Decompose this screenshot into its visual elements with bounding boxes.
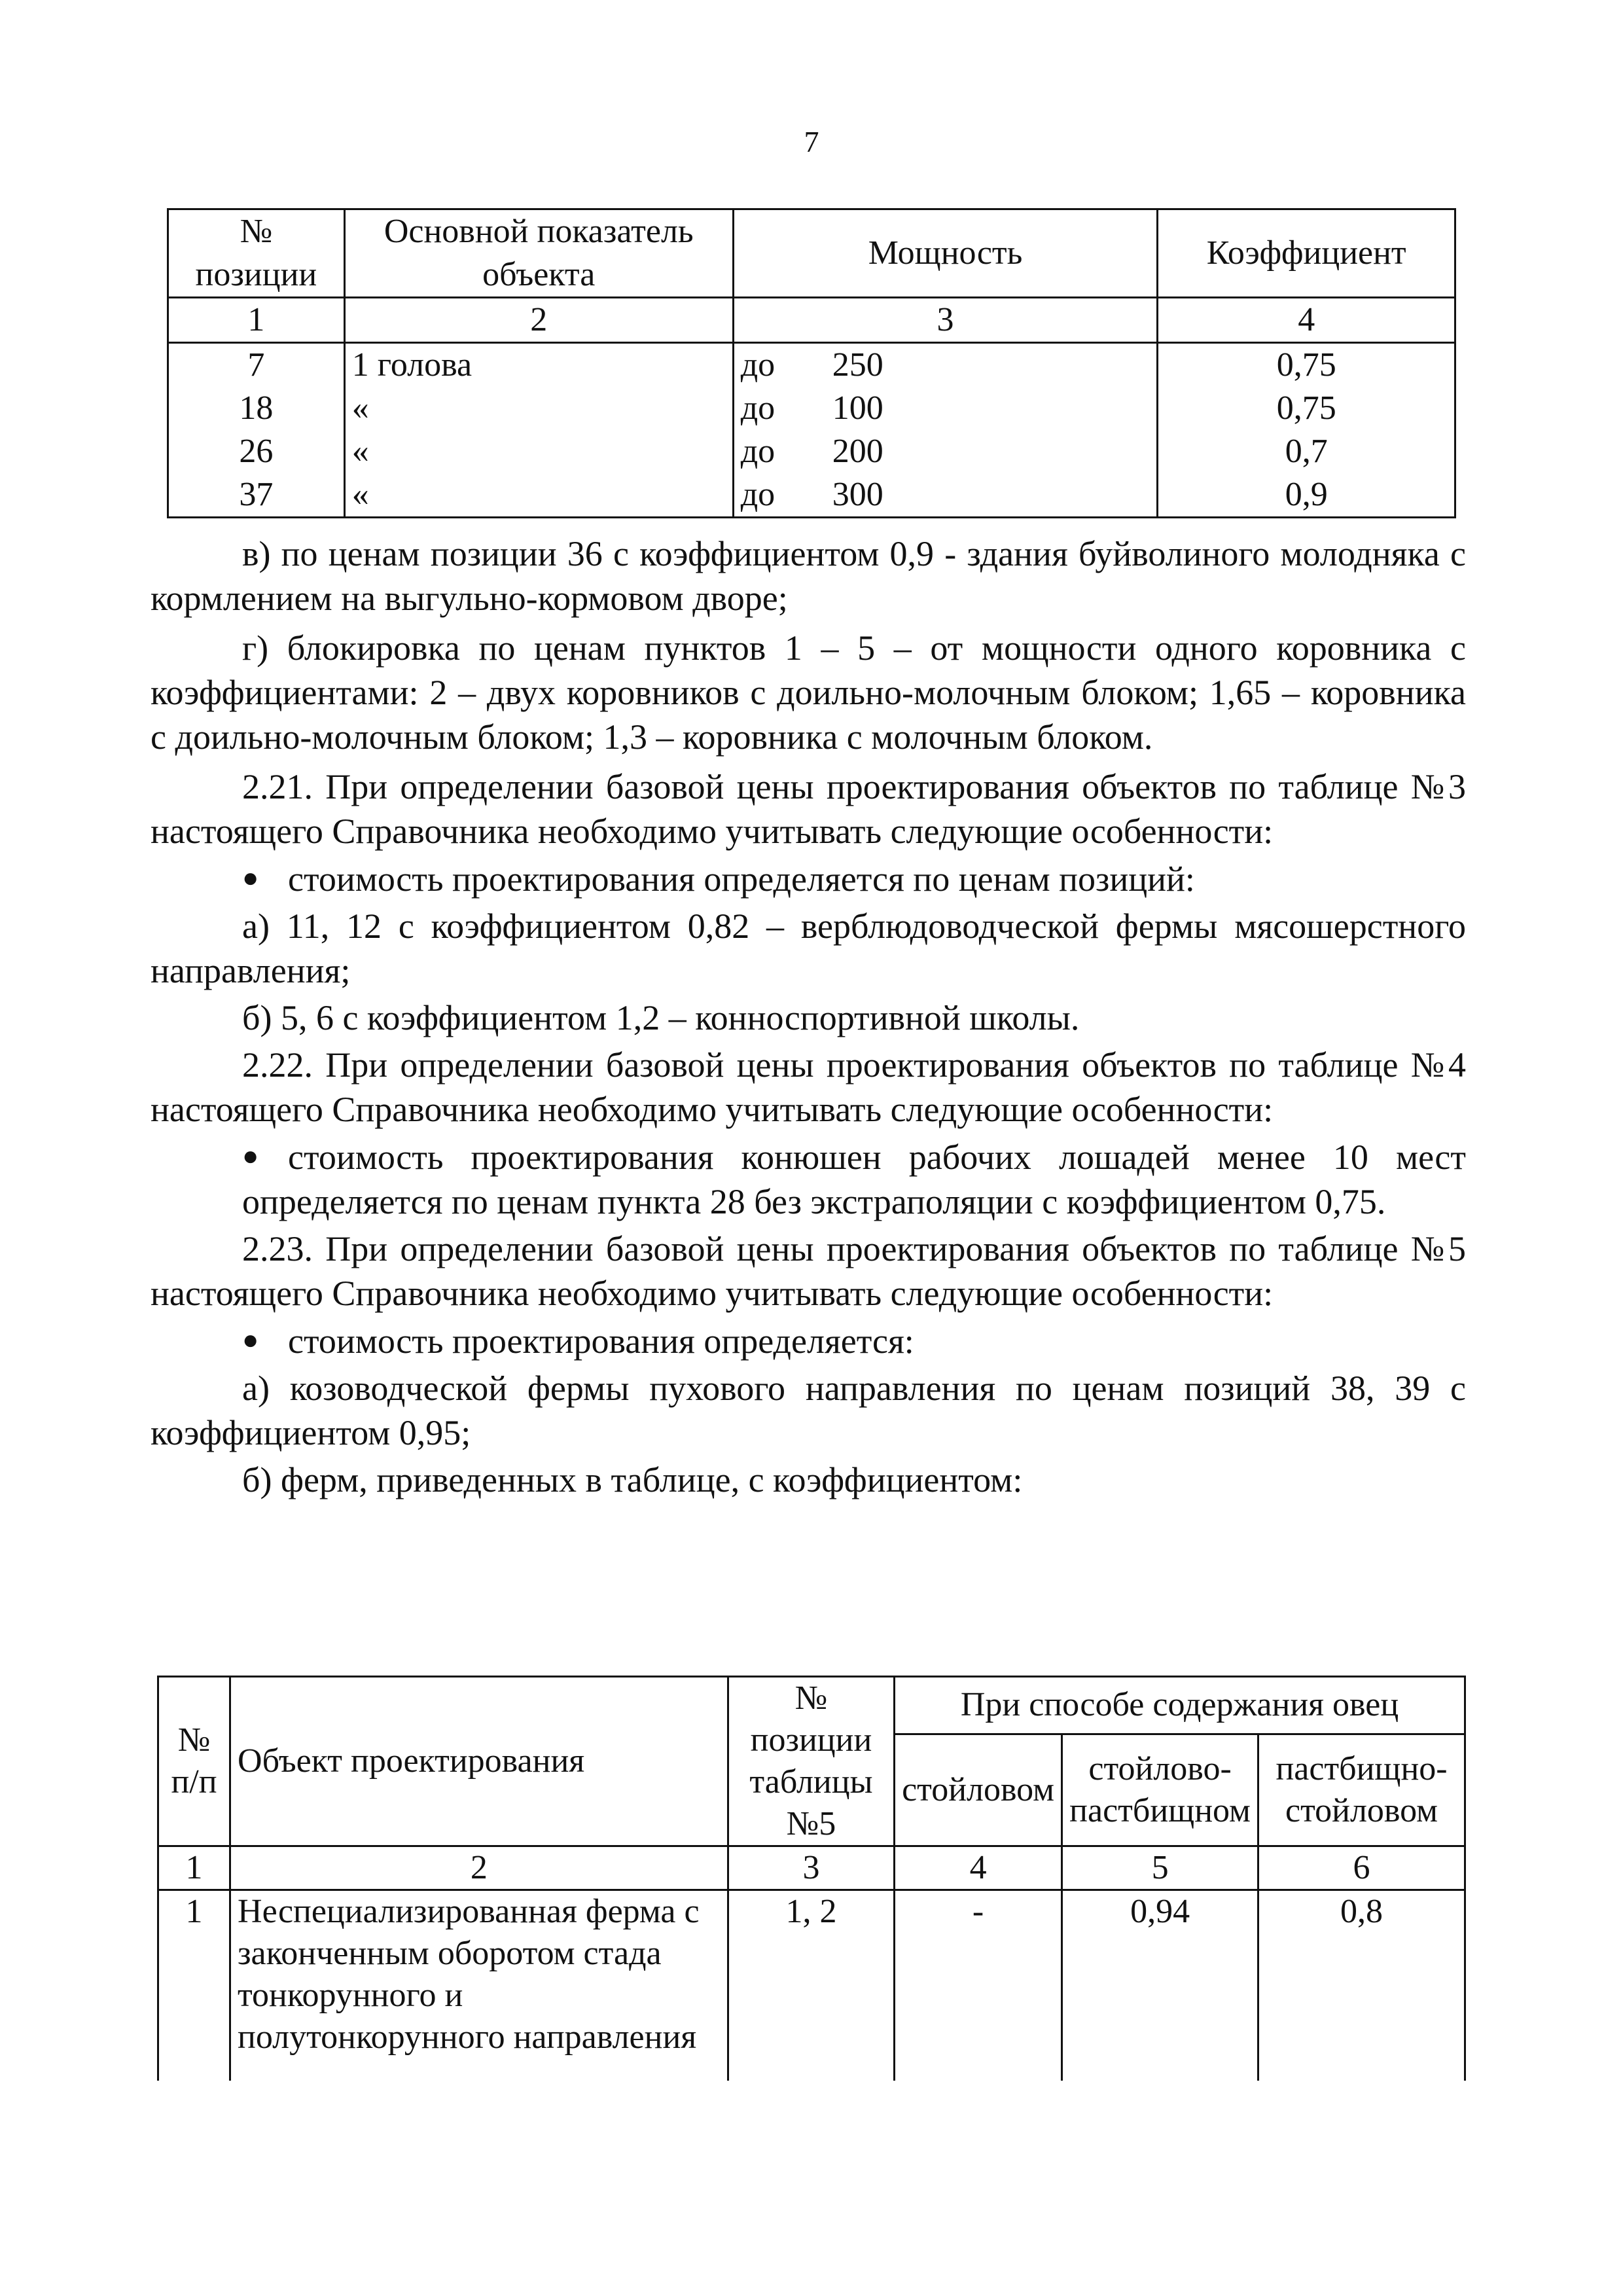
item-b-2-21: б) 5, 6 с коэффициентом 1,2 – конноспортивной школы.: [242, 998, 1080, 1037]
bullet-2-23: [151, 1318, 1466, 1363]
bullet-icon: ●: [242, 1325, 259, 1355]
t2-index-cell: 1: [158, 1846, 230, 1890]
bullet-2-21: [151, 856, 1466, 901]
t1-position: 26: [168, 430, 345, 473]
t1-header-position: № позиции: [168, 209, 345, 298]
t1-capacity: [733, 343, 1158, 387]
t2-position: 1, 2: [728, 1890, 894, 2081]
t2-header-object: Объект проектирования: [230, 1677, 728, 1846]
t1-capacity-prefix: до: [740, 346, 776, 384]
t1-header-capacity: Мощность: [733, 209, 1158, 298]
t1-indicator: «: [344, 430, 733, 473]
bullet-icon: ●: [242, 1141, 259, 1172]
t1-coefficient: 0,75: [1158, 343, 1455, 387]
t2-header-number: № п/п: [158, 1677, 230, 1846]
table-row: [168, 473, 1455, 518]
t2-stall: -: [895, 1890, 1062, 2081]
t2-header-stall-pasture: стойлово-пастбищном: [1062, 1734, 1258, 1846]
item-b-2-23: б) ферм, приведенных в таблице, с коэффициентом:: [242, 1460, 1023, 1499]
t2-index-cell: 5: [1062, 1846, 1258, 1890]
paragraph-v: в) по ценам позиции 36 с коэффициентом 0,9 - здания буйволиного молодняка с кормлением на выгульно-кормовом дворе;: [151, 534, 1466, 618]
t2-index-cell: 3: [728, 1846, 894, 1890]
t1-coefficient: 0,75: [1158, 387, 1455, 430]
page-number: 7: [804, 125, 819, 158]
t2-object: Неспециализированная ферма с законченным оборотом стада тонкорунного и полутонкорунного направления: [230, 1890, 728, 2081]
paragraph-2-22: 2.22. При определении базовой цены проектирования объектов по таблице №4 настоящего Справочника необходимо учитывать следующие особенности:: [151, 1045, 1466, 1129]
t1-position: 18: [168, 387, 345, 430]
coefficient-table-1: [167, 208, 1456, 518]
t1-capacity-value: 250: [832, 346, 883, 384]
t2-header-pasture-stall: пастбищно-стойловом: [1258, 1734, 1465, 1846]
t1-index-cell: 2: [344, 298, 733, 343]
table-row: [168, 430, 1455, 473]
t2-stall-pasture: 0,94: [1062, 1890, 1258, 2081]
t1-indicator: «: [344, 387, 733, 430]
t1-header-coefficient: Коэффициент: [1158, 209, 1455, 298]
paragraph-g: г) блокировка по ценам пунктов 1 – 5 – от мощности одного коровника с коэффициентами: 2 – двух коровников с доильно-молочным блоком; 1,65 – коровника с доильно-молочным блоком; 1,3 – коровника с молочным блоком.: [151, 628, 1466, 757]
bullet-icon: ●: [242, 863, 259, 893]
bullet-2-22: [151, 1134, 1466, 1224]
table-row: [168, 343, 1455, 387]
t1-capacity-prefix: до: [740, 433, 776, 470]
t2-header-position: № позиции таблицы №5: [728, 1677, 894, 1846]
t1-capacity: [733, 387, 1158, 430]
t2-pasture-stall: 0,8: [1258, 1890, 1465, 2081]
paragraph-2-21: 2.21. При определении базовой цены проектирования объектов по таблице №3 настоящего Справочника необходимо учитывать следующие особенности:: [151, 767, 1466, 851]
coefficient-table-2: [157, 1676, 1466, 2081]
t1-capacity-prefix: до: [740, 476, 776, 513]
bullet-2-22-text: стоимость проектирования конюшен рабочих лошадей менее 10 мест определяется по ценам пункта 28 без экстраполяции с коэффициентом 0,75.: [242, 1138, 1466, 1221]
t1-capacity-prefix: до: [740, 389, 776, 427]
body-text: [151, 531, 1466, 1502]
t1-index-cell: 3: [733, 298, 1158, 343]
t1-position: 7: [168, 343, 345, 387]
bullet-2-23-text: стоимость проектирования определяется:: [288, 1321, 914, 1361]
item-a-2-21: а) 11, 12 с коэффициентом 0,82 – верблюдоводческой фермы мясошерстного направления;: [151, 906, 1466, 990]
t2-header-group: При способе содержания овец: [895, 1677, 1465, 1734]
table-row: [168, 387, 1455, 430]
t2-index-cell: 4: [895, 1846, 1062, 1890]
bullet-2-21-text: стоимость проектирования определяется по ценам позиций:: [288, 859, 1195, 899]
t1-position: 37: [168, 473, 345, 518]
t2-index-cell: 6: [1258, 1846, 1465, 1890]
t1-index-cell: 4: [1158, 298, 1455, 343]
t1-indicator: «: [344, 473, 733, 518]
table-row: [158, 1890, 1465, 2081]
t1-capacity-value: 100: [832, 389, 883, 427]
t1-index-cell: 1: [168, 298, 345, 343]
item-a-2-23: а) козоводческой фермы пухового направления по ценам позиций 38, 39 с коэффициентом 0,95;: [151, 1369, 1466, 1452]
t2-number: 1: [158, 1890, 230, 2081]
paragraph-2-23: 2.23. При определении базовой цены проектирования объектов по таблице №5 настоящего Справочника необходимо учитывать следующие особенности:: [151, 1229, 1466, 1313]
t1-capacity-value: 300: [832, 476, 883, 513]
t1-indicator: 1 голова: [344, 343, 733, 387]
t1-header-indicator: Основной показатель объекта: [344, 209, 733, 298]
t1-coefficient: 0,7: [1158, 430, 1455, 473]
t2-index-cell: 2: [230, 1846, 728, 1890]
t2-header-stall: стойловом: [895, 1734, 1062, 1846]
t1-coefficient: 0,9: [1158, 473, 1455, 518]
t1-capacity: [733, 430, 1158, 473]
t1-capacity: [733, 473, 1158, 518]
t1-capacity-value: 200: [832, 433, 883, 470]
